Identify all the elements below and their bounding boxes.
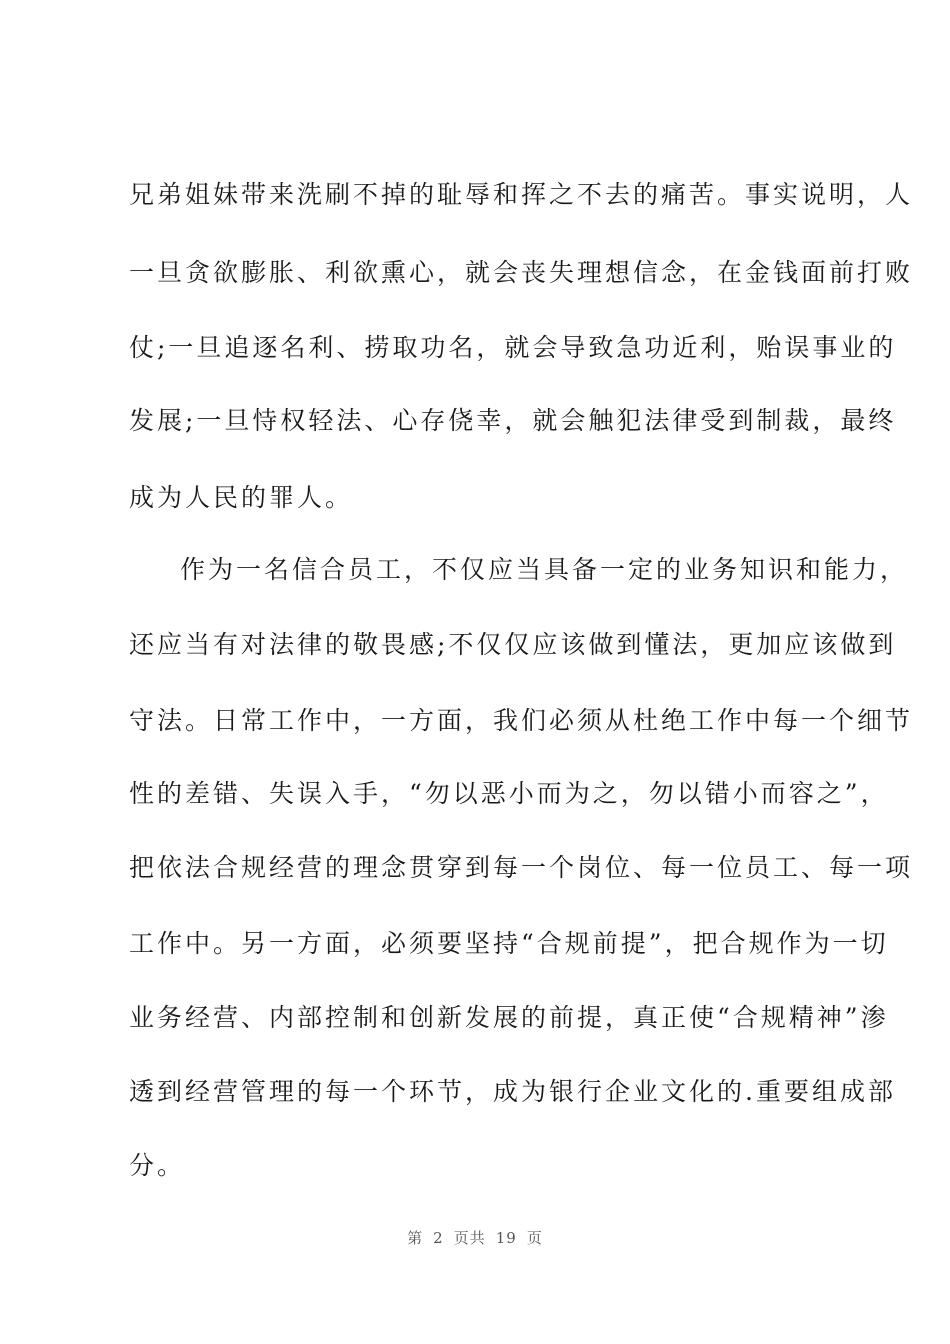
text-line: 分。 bbox=[129, 1151, 186, 1180]
text-line: 守法。日常工作中，一方面，我们必须从杜绝工作中每一个细节 bbox=[129, 706, 914, 735]
text-line: 兄弟姐妹带来洗刷不掉的耻辱和挥之不去的痛苦。事实说明，人 bbox=[129, 180, 914, 209]
page-number: 2 bbox=[433, 1229, 444, 1247]
footer-middle: 页共 bbox=[453, 1229, 486, 1247]
text-line: 成为人民的罪人。 bbox=[129, 483, 354, 512]
text-line: 业务经营、内部控制和创新发展的前提，真正使“合规精神”渗 bbox=[129, 1003, 889, 1032]
footer-prefix: 第 bbox=[407, 1229, 424, 1247]
text-line: 透到经营管理的每一个环节，成为银行企业文化的.重要组成部 bbox=[129, 1077, 896, 1106]
text-line: 还应当有对法律的敬畏感;不仅仅应该做到懂法，更加应该做到 bbox=[129, 630, 897, 659]
total-pages: 19 bbox=[495, 1229, 517, 1247]
text-line: 发展;一旦恃权轻法、心存侥幸，就会触犯法律受到制裁，最终 bbox=[129, 406, 897, 435]
text-line: 仗;一旦追逐名利、捞取功名，就会导致急功近利，贻误事业的 bbox=[129, 333, 897, 362]
text-line: 把依法合规经营的理念贯穿到每一个岗位、每一位员工、每一项 bbox=[129, 853, 914, 882]
text-line: 一旦贪欲膨胀、利欲熏心，就会丧失理想信念，在金钱面前打败 bbox=[129, 258, 914, 287]
text-line: 工作中。另一方面，必须要坚持“合规前提”，把合规作为一切 bbox=[129, 929, 889, 958]
text-line: 作为一名信合员工，不仅应当具备一定的业务知识和能力， bbox=[180, 555, 909, 584]
text-line: 性的差错、失误入手，“勿以恶小而为之，勿以错小而容之”， bbox=[129, 779, 889, 808]
page-footer bbox=[0, 1227, 950, 1248]
footer-suffix: 页 bbox=[526, 1229, 543, 1247]
